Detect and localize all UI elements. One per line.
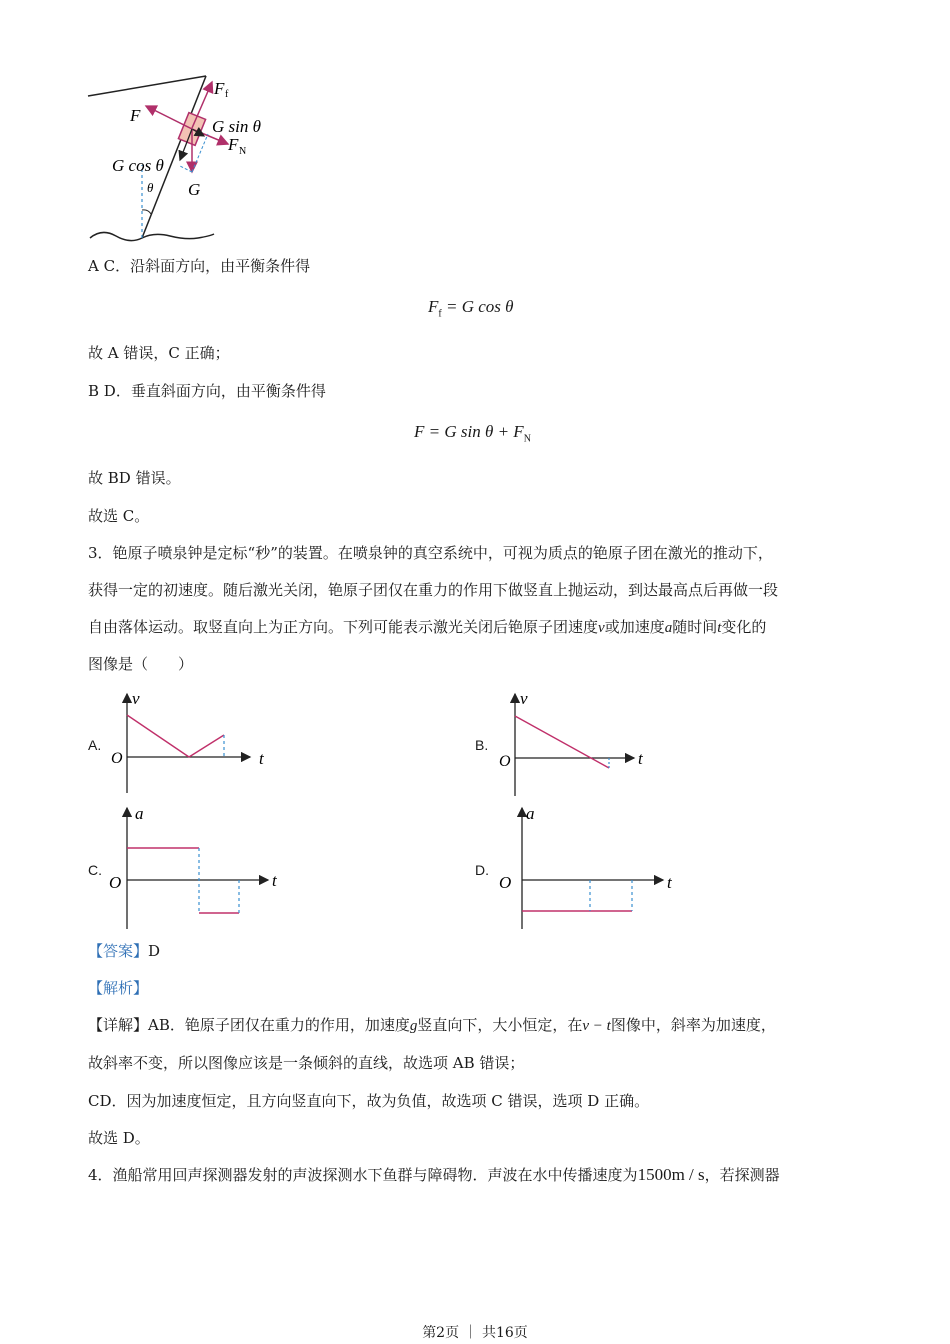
bd-conclusion: 故 BD 错误。 [88, 469, 181, 487]
analysis-tag: 【解析】 [88, 979, 149, 997]
option-b-origin: O [499, 753, 511, 770]
option-c-y: a [135, 804, 144, 823]
label-gsin: G sin θ [212, 117, 261, 136]
prev-choice: 故选 C。 [88, 507, 150, 525]
q3-line4: 图像是（ ） [88, 655, 194, 673]
answer-line [88, 941, 160, 961]
detail-line1: 【详解】AB．铯原子团仅在重力的作用，加速度g竖直向下，大小恒定，在v − t图像中，斜率为加速度， [88, 1016, 776, 1034]
label-ff-sub: f [225, 89, 229, 100]
option-c-x: t [272, 871, 277, 890]
equation-1: $F_f = G$ cos θ [428, 297, 514, 320]
answer-value: D [148, 942, 161, 960]
detail-line2: 故斜率不变，所以图像应该是一条倾斜的直线，故选项 AB 错误； [88, 1054, 525, 1072]
option-b-graph [488, 688, 668, 798]
option-d-graph [495, 802, 685, 932]
label-g: G [188, 180, 201, 199]
option-a-label: A. [88, 737, 102, 753]
option-c-origin: O [109, 873, 122, 892]
option-b-y: v [520, 689, 528, 708]
option-c-label: C. [88, 862, 102, 878]
option-d-label: D. [475, 862, 489, 878]
q3-line1: 3．铯原子喷泉钟是定标“秒”的装置。在喷泉钟的真空系统中，可视为质点的铯原子团在激光的推动下， [88, 544, 773, 562]
option-d-x: t [667, 873, 672, 892]
option-d-y: a [526, 804, 535, 823]
option-b-label: B. [475, 737, 489, 753]
answer-tag: 【答案】 [88, 942, 149, 960]
detail-tag: 【详解】 [88, 1016, 149, 1034]
label-gcos: G cos θ [112, 156, 164, 175]
bd-line: B D．垂直斜面方向，由平衡条件得 [88, 382, 326, 400]
ac-conclusion: 故 A 错误，C 正确； [88, 344, 230, 362]
q4-speed: 1500m / s [637, 1165, 705, 1184]
q3-line2: 获得一定的初速度。随后激光关闭，铯原子团仅在重力的作用下做竖直上抛运动，到达最高点后再做一段 [88, 581, 779, 599]
ac-line: A C．沿斜面方向，由平衡条件得 [88, 257, 311, 275]
label-fn-sub: N [239, 146, 247, 157]
q3-line3: 自由落体运动。取竖直向上为正方向。下列可能表示激光关闭后铯原子团速度v或加速度a随时间t变化的 [88, 618, 767, 636]
detail-line3: CD．因为加速度恒定，且方向竖直向下，故为负值，故选项 C 错误，选项 D 正确。 [88, 1092, 650, 1110]
option-a-x: t [259, 749, 264, 768]
label-ff: F [214, 79, 225, 98]
option-a-origin: O [111, 750, 123, 767]
option-d-origin: O [499, 873, 512, 892]
label-fn: F [228, 135, 239, 154]
option-a-y: v [132, 689, 140, 708]
label-f: F [130, 106, 141, 125]
equation-2: F = G $\sin \theta + F_N$ [414, 422, 531, 445]
option-a-graph [100, 688, 290, 798]
page-footer: 第2页 ｜ 共16页 [422, 1325, 528, 1341]
q4-line1: 4．渔船常用回声探测器发射的声波探测水下鱼群与障碍物．声波在水中传播速度为1500m / s，若探测器 [88, 1165, 780, 1184]
option-c-graph [100, 802, 290, 932]
force-diagram [80, 0, 380, 255]
detail-line4: 故选 D。 [88, 1129, 150, 1147]
label-theta: θ [147, 180, 154, 195]
option-b-x: t [638, 749, 643, 768]
